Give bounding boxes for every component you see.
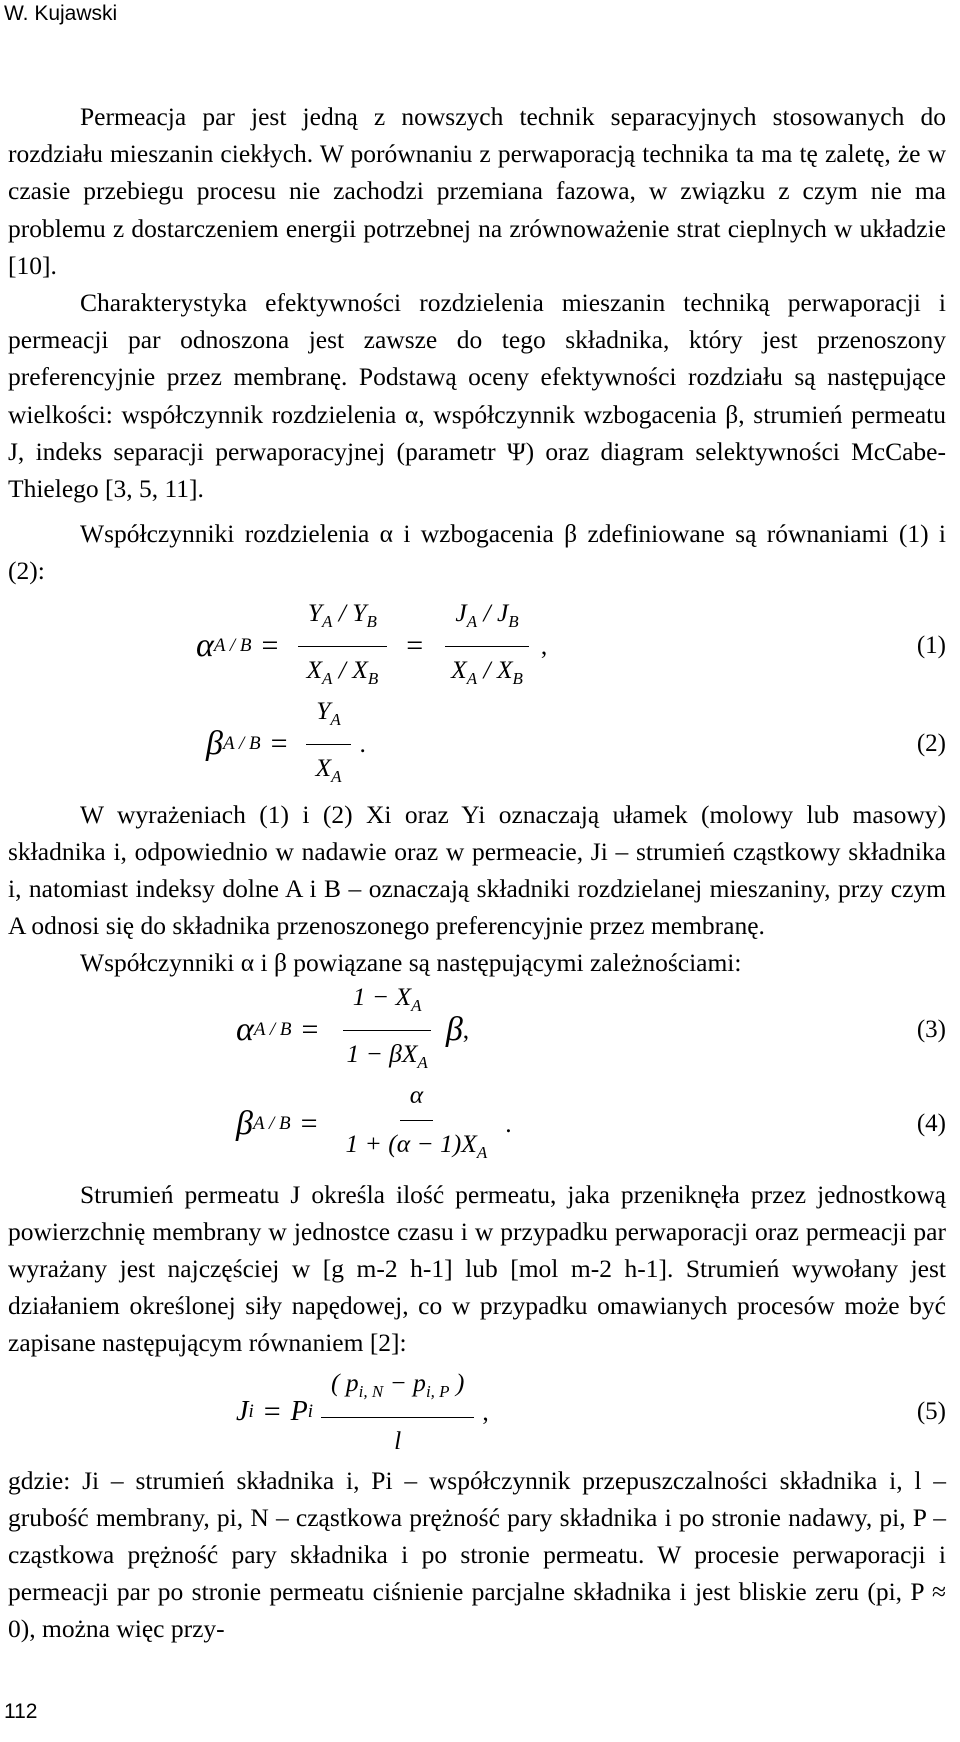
paragraph-intro: Permeacja par jest jedną z nowszych technik separacyjnych stosowanych do rozdziału mieszanin ciekłych. W porównaniu z perwaporacją technika ta ma tę zaletę, że w czasie przebiegu procesu nie zachodzi przemiana fazowa, w związku z czym nie ma problemu z dostarczeniem energii potrzebnej na zrównoważenie strat cieplnych w układzie [10]. <box>8 102 946 280</box>
paragraph-notation: W wyrażeniach (1) i (2) Xi oraz Yi oznaczają ułamek (molowy lub masowy) składnika i, odpowiednio w nadawie oraz w permeacie, Ji – strumień cząstkowy składnika i, natomiast indeksy dolne A i B – oznaczają składniki rozdzielanej mieszaniny, przy czym A odnosi się do składnika przenoszonego preferencyjnie przez membranę. <box>8 799 946 941</box>
equation-5: J i = P i $\frac{( p_{i, N} - p_{i, P} )}{l}$ , (5) <box>8 1362 946 1462</box>
paragraph-definitions: gdzie: Ji – strumień składnika i, Pi – współczynnik przepuszczalności składnika i, l – grubość membrany, pi, N – cząstkowa prężność pary składnika i po stronie nadawy, pi, P – cząstkowa prężność pary składnika i po stronie permeatu. W procesie perwaporacji i permeacji par po stronie permeatu ciśnienie parcjalne składnika i jest bliskie zeru (pi, P ≈ 0), można więc przy- <box>8 1465 946 1644</box>
paragraph-permeate-flux: Strumień permeatu J określa ilość permeatu, jaka przeniknęła przez jednostkową powierzchnię membrany w jednostce czasu i w przypadku perwaporacji oraz permeacji par wyrażany jest najczęściej w [g m-2 h-1] lub [mol m-2 h-1]. Strumień wywołany jest działaniem określonej siły napędowej, co w przypadku omawianych procesów może być zapisane następującym równaniem [2]: <box>8 1179 946 1358</box>
equation-2: β A / B = $\frac{Y_A}{X_A}$ . (2) <box>8 702 946 786</box>
equation-4: β A / B = $\frac{\alpha}{1 + (\alpha - 1)X_A}$ . (4) <box>8 1078 946 1170</box>
equation-1: α A / B = $\frac{Y_A / Y_B}{X_A / X_B}$ = $\frac{J_A / J_B}{X_A / X_B}$ , (1) <box>8 590 946 702</box>
equation-3: α A / B = $\frac{1 - X_A}{1 - \beta X_A}$ β , (3) <box>8 982 946 1078</box>
equation-number-2: (2) <box>916 730 946 758</box>
paragraph-coefficients-intro: Współczynniki rozdzielenia α i wzbogacenia β zdefiniowane są równaniami (1) i (2): <box>8 519 946 586</box>
equation-number-5: (5) <box>916 1398 946 1426</box>
page-number: 112 <box>4 1700 38 1723</box>
paragraph-characteristics: Charakterystyka efektywności rozdzielenia mieszanin techniką perwaporacji i permeacji par odnoszona jest zawsze do tego składnika, który jest przenoszony preferencyjnie przez membranę. Podstawą oceny efektywności rozdziału są następujące wielkości: współczynnik rozdzielenia α, współczynnik wzbogacenia β, strumień permeatu J, indeks separacji perwaporacyjnej (parametr Ψ) oraz diagram selektywności McCabe-Thielego [3, 5, 11]. <box>8 288 946 504</box>
paragraph-relations-intro: Współczynniki α i β powiązane są następującymi zależnościami: <box>80 948 742 978</box>
equation-number-1: (1) <box>916 632 946 660</box>
equation-number-3: (3) <box>916 1016 946 1044</box>
equation-number-4: (4) <box>916 1110 946 1138</box>
running-header-author: W. Kujawski <box>4 2 118 25</box>
page-body <box>8 92 946 1648</box>
